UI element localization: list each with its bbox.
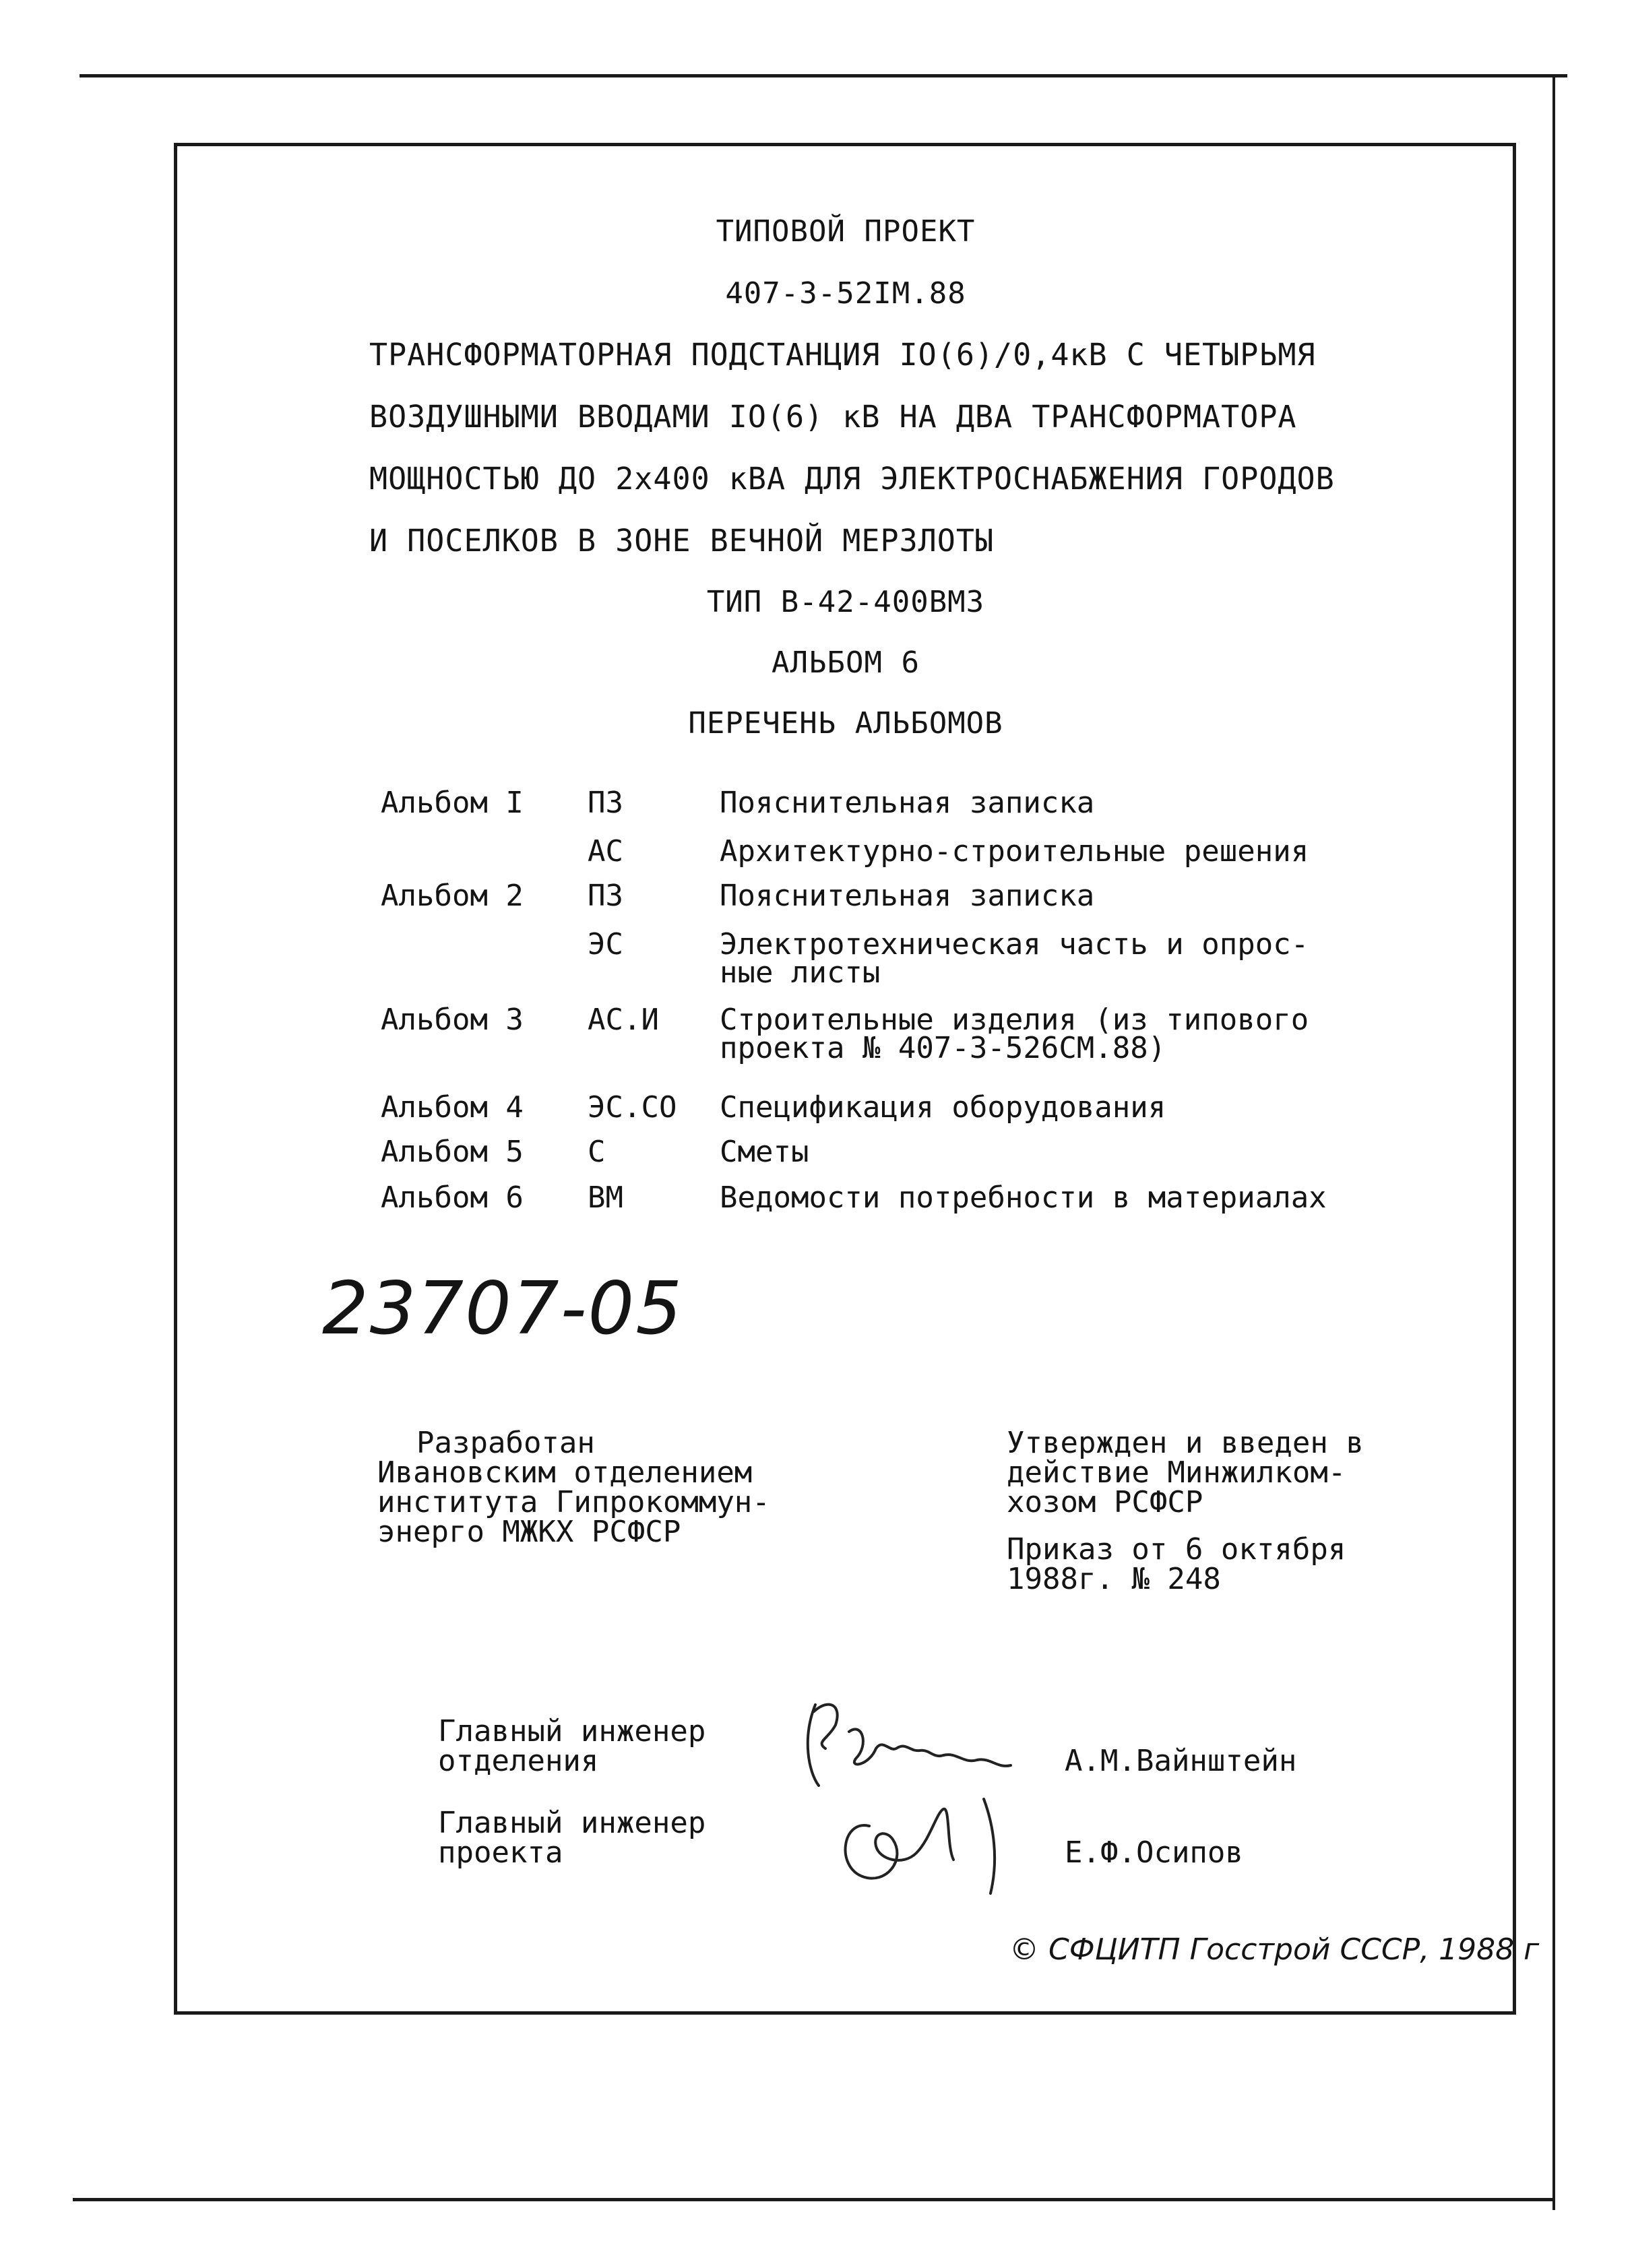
title-line-3: МОЩНОСТЬЮ ДО 2х400 кВА ДЛЯ ЭЛЕКТРОСНАБЖЕНИЯ ГОРОДОВ — [369, 461, 1335, 497]
album-code: С — [588, 1135, 606, 1169]
album-code: АС — [588, 834, 623, 869]
album-description: Архитектурно-строительные решения — [720, 834, 1309, 869]
album-name: Альбом I — [381, 786, 524, 820]
approval-line: действие Минжилком- — [1007, 1455, 1346, 1490]
signatory-title: Главный инженер — [438, 1714, 706, 1749]
album-line: АЛЬБОМ 6 — [772, 645, 920, 680]
album-name: Альбом 6 — [381, 1180, 524, 1215]
copyright-stamp: © СФЦИТП Госстрой СССР, 1988 г — [1009, 1932, 1540, 1967]
album-description-cont: проекта № 407-3-526СМ.88) — [720, 1031, 1166, 1065]
album-description: Строительные изделия (из типового — [720, 1003, 1309, 1037]
album-name: Альбом 5 — [381, 1135, 524, 1169]
order-line: 1988г. № 248 — [1007, 1562, 1221, 1596]
signatory-title: отделения — [438, 1744, 599, 1778]
album-description-cont: ные листы — [720, 955, 881, 990]
album-code: ПЗ — [588, 786, 623, 820]
album-name: Альбом 4 — [381, 1090, 524, 1125]
album-name: Альбом 2 — [381, 879, 524, 913]
album-description: Электротехническая часть и опрос- — [720, 927, 1309, 962]
album-description: Пояснительная записка — [720, 786, 1095, 820]
album-code: ВМ — [588, 1180, 623, 1215]
type-line: ТИП В-42-400ВМЗ — [706, 585, 985, 619]
title-line-4: И ПОСЕЛКОВ В ЗОНЕ ВЕЧНОЙ МЕРЗЛОТЫ — [369, 523, 995, 559]
handwritten-number: 23707-05 — [322, 1267, 683, 1351]
developer-line: Разработан — [416, 1426, 595, 1460]
album-description: Ведомости потребности в материалах — [720, 1180, 1327, 1215]
signatory-name: Е.Ф.Осипов — [1065, 1835, 1243, 1870]
approval-line: хозом РСФСР — [1007, 1485, 1203, 1519]
album-code: ЭС.СО — [588, 1090, 677, 1125]
top-rule — [80, 74, 1567, 77]
header-line-1: ТИПОВОЙ ПРОЕКТ — [716, 214, 976, 249]
list-title: ПЕРЕЧЕНЬ АЛЬБОМОВ — [688, 706, 1003, 741]
right-rule — [1552, 74, 1555, 2210]
header-line-2: 407-3-52IМ.88 — [725, 276, 966, 311]
album-description: Спецификация оборудования — [720, 1090, 1166, 1125]
title-line-1: ТРАНСФОРМАТОРНАЯ ПОДСТАНЦИЯ IO(6)/0,4кВ С ЧЕТЫРЬМЯ — [369, 337, 1316, 373]
handwritten-signature-2 — [822, 1786, 1044, 1907]
signatory-title: Главный инженер — [438, 1806, 706, 1840]
album-code: АС.И — [588, 1003, 659, 1037]
album-description: Пояснительная записка — [720, 879, 1095, 913]
album-code: ЭС — [588, 927, 623, 962]
album-description: Сметы — [720, 1135, 809, 1169]
signatory-title: проекта — [438, 1835, 563, 1870]
album-name: Альбом 3 — [381, 1003, 524, 1037]
developer-line: института Гипрокоммун- — [377, 1485, 770, 1519]
title-line-2: ВОЗДУШНЫМИ ВВОДАМИ IO(6) кВ НА ДВА ТРАНСФОРМАТОРА — [369, 399, 1297, 435]
order-line: Приказ от 6 октября — [1007, 1532, 1346, 1567]
bottom-rule — [73, 2198, 1554, 2201]
approval-line: Утвержден и введен в — [1007, 1426, 1364, 1460]
developer-line: энерго МЖКХ РСФСР — [377, 1515, 681, 1549]
signatory-name: А.М.Вайнштейн — [1065, 1744, 1297, 1778]
developer-line: Ивановским отделением — [377, 1455, 753, 1490]
album-code: ПЗ — [588, 879, 623, 913]
